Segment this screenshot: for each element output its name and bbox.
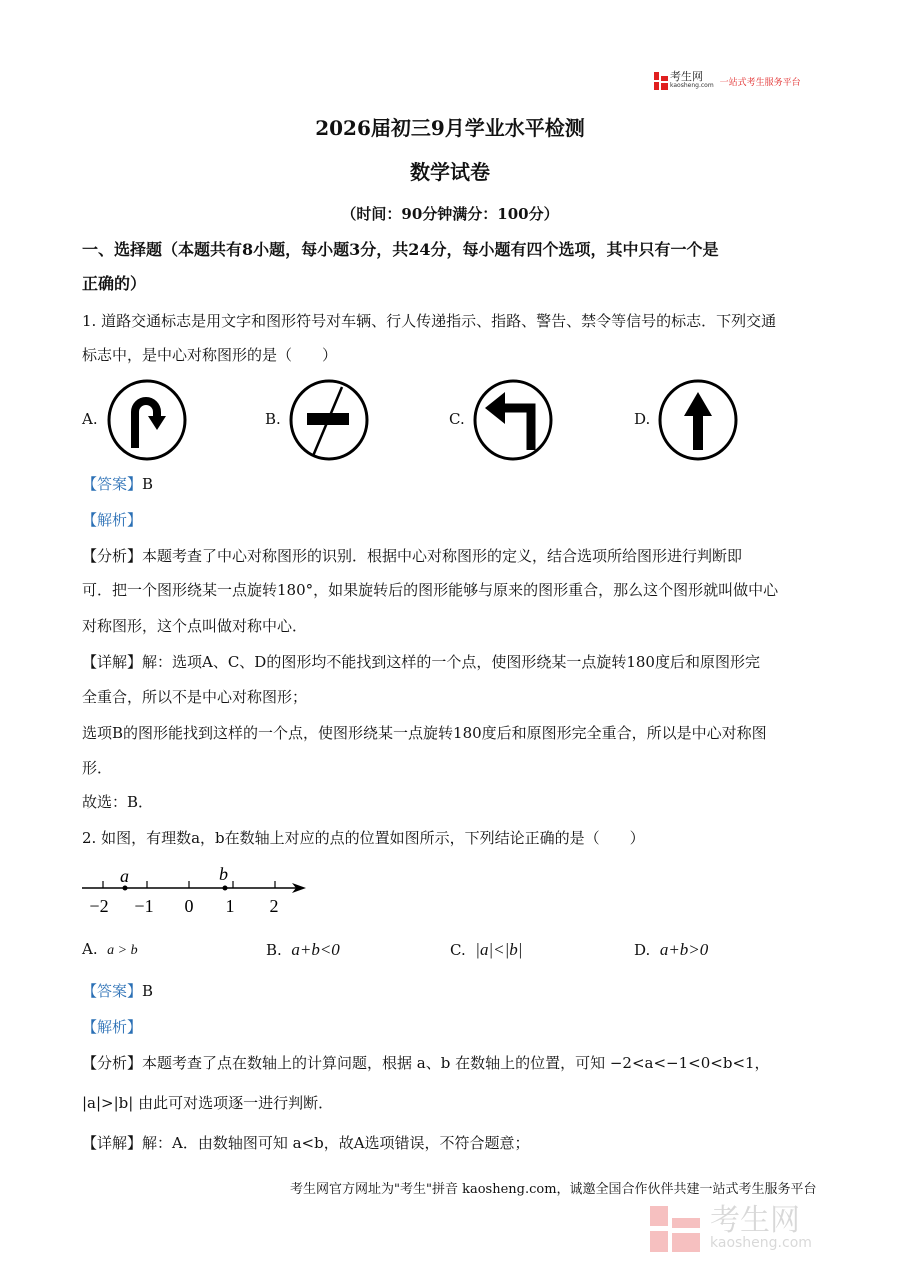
q2-option-a: A. a > b	[82, 940, 138, 958]
q2-stem: 2. 如图，有理数a，b在数轴上对应的点的位置如图所示，下列结论正确的是（ ）	[82, 829, 645, 847]
straight-ahead-sign-icon	[656, 378, 740, 462]
q2-detail-line: 【详解】解：A．由数轴图可知 a<b，故A选项错误，不符合题意；	[82, 1134, 530, 1152]
point-label: a	[120, 866, 129, 886]
tick-label: −1	[134, 896, 154, 916]
slogan: 一站式考生服务平台	[719, 77, 801, 88]
logo-sub: kaosheng.com	[670, 82, 714, 89]
footer-text: 考生网官方网址为"考生"拼音 kaosheng.com，诚邀全国合作伙伴共建一站式考生服务平台	[290, 1182, 817, 1197]
section-heading-2: 正确的）	[82, 274, 147, 293]
q1-option-d: D.	[634, 410, 651, 428]
tick-label: 0	[184, 896, 194, 916]
q1-detail-line: 形．	[82, 759, 113, 777]
point-label: b	[219, 864, 228, 884]
q2-analysis-line: |a|>|b| 由此可对选项逐一进行判断．	[82, 1094, 334, 1112]
logo-icon	[654, 72, 668, 90]
logo-text: 考生网	[670, 70, 703, 83]
q1-detail-line: 故选：B．	[82, 793, 154, 811]
point-a	[123, 886, 128, 891]
analysis-tag: 【解析】	[82, 511, 143, 529]
q1-stem-2: 标志中，是中心对称图形的是（ ）	[82, 346, 338, 364]
analysis-tag: 【解析】	[82, 1018, 143, 1036]
q1-detail-line: 全重合，所以不是中心对称图形；	[82, 688, 308, 706]
q1-analysis-line: 可．把一个图形绕某一点旋转180°，如果旋转后的图形能够与原来的图形重合，那么这个图形就叫做中心	[82, 581, 779, 599]
q2-analysis-line: 【分析】本题考查了点在数轴上的计算问题，根据 a、b 在数轴上的位置，可知 −2<a<−1<0<b<1，	[82, 1054, 770, 1072]
q1-option-a: A.	[82, 410, 98, 428]
q1-detail-line: 【详解】解：选项A、C、D的图形均不能找到这样的一个点，使图形绕某一点旋转180度后和原图形完	[82, 653, 760, 671]
q1-analysis-line: 对称图形，这个点叫做对称中心．	[82, 617, 308, 635]
no-overtaking-sign-icon	[287, 378, 371, 462]
point-b	[223, 886, 228, 891]
section-heading: 一、选择题（本题共有8小题，每小题3分，共24分，每小题有四个选项，其中只有一个是	[82, 240, 719, 259]
q1-option-c: C.	[449, 410, 465, 428]
q1-option-b: B.	[265, 410, 281, 428]
tick-label: −2	[89, 896, 109, 916]
u-turn-sign-icon	[105, 378, 189, 462]
watermark: 考生网 kaosheng.com	[650, 1206, 812, 1252]
q1-detail-line: 选项B的图形能找到这样的一个点，使图形绕某一点旋转180度后和原图形完全重合，所以是中心对称图	[82, 724, 767, 742]
header-logo	[654, 72, 801, 90]
page-title: 2026届初三9月学业水平检测	[315, 116, 585, 140]
q2-option-d: D. a+b>0	[634, 940, 709, 959]
number-line	[78, 862, 318, 918]
q2-option-b: B. a+b<0	[266, 940, 340, 959]
tick-label: 1	[225, 896, 235, 916]
watermark-logo-icon	[650, 1206, 702, 1252]
left-turn-sign-icon	[471, 378, 555, 462]
answer-tag: 【答案】	[82, 475, 143, 493]
answer-tag: 【答案】	[82, 982, 143, 1000]
time-info: （时间：90分钟满分：100分）	[341, 205, 559, 223]
answer-value: B	[142, 475, 154, 493]
page-subtitle: 数学试卷	[410, 160, 490, 184]
tick-label: 2	[269, 896, 279, 916]
q1-analysis-line: 【分析】本题考查了中心对称图形的识别．根据中心对称图形的定义，结合选项所给图形进行判断即	[82, 547, 743, 565]
q1-stem: 1. 道路交通标志是用文字和图形符号对车辆、行人传递指示、指路、警告、禁令等信号的标志．下列交通	[82, 312, 777, 330]
q2-option-c: C. |a|<|b|	[450, 940, 523, 959]
answer-value: B	[142, 982, 154, 1000]
